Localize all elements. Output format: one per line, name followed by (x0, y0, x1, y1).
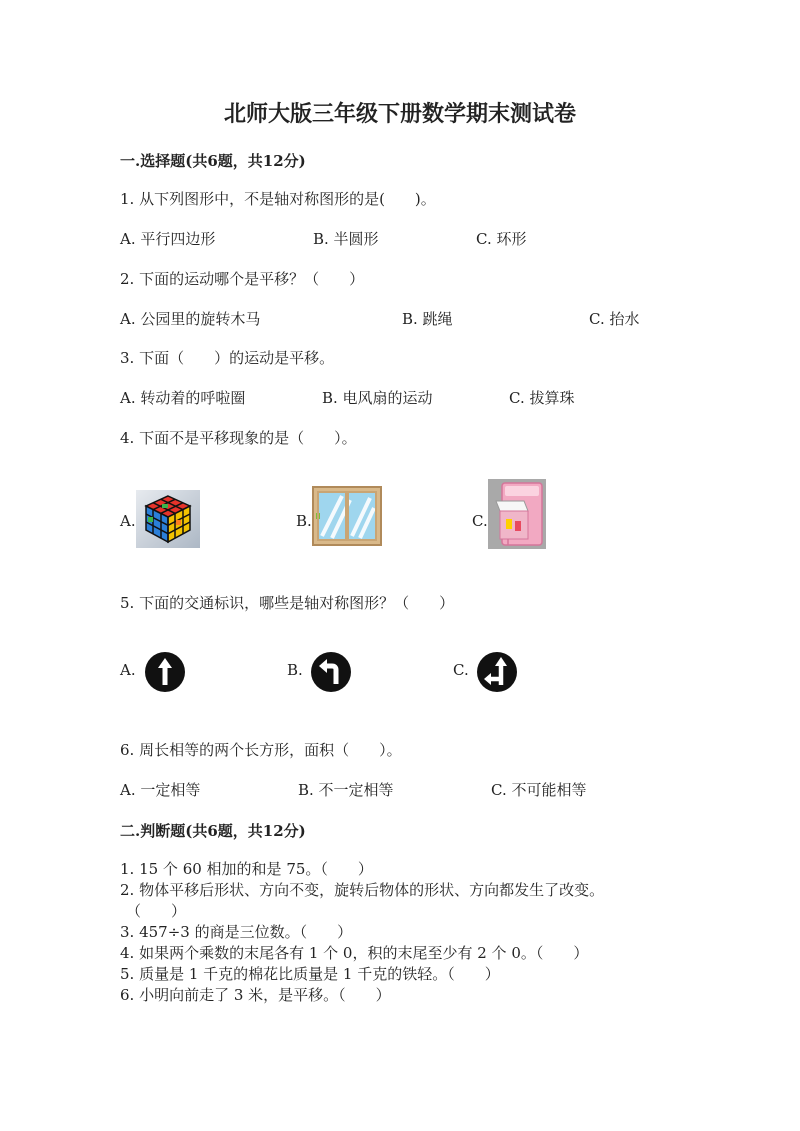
straight-or-left-sign-icon (476, 651, 518, 693)
question-3-option-c: C. 拔算珠 (509, 389, 575, 407)
question-1-option-c: C. 环形 (476, 230, 527, 248)
question-4-option-a: A. (120, 512, 136, 530)
question-6: 6. 周长相等的两个长方形，面积（ ）。 (120, 741, 402, 759)
judgement-item-6: 6. 小明向前走了 3 米，是平移。（ ） (120, 986, 391, 1004)
question-3-option-a: A. 转动着的呼啦圈 (120, 389, 246, 407)
straight-arrow-sign-icon (144, 651, 186, 693)
question-3: 3. 下面（ ）的运动是平移。 (120, 349, 335, 367)
question-1: 1. 从下列图形中，不是轴对称图形的是( )。 (120, 190, 436, 208)
question-4-option-c: C. (472, 512, 488, 530)
judgement-item-1: 1. 15 个 60 相加的和是 75。（ ） (120, 860, 373, 878)
judgement-item-5: 5. 质量是 1 千克的棉花比质量是 1 千克的铁轻。（ ） (120, 965, 500, 983)
question-5: 5. 下面的交通标识，哪些是轴对称图形？（ ） (120, 594, 455, 612)
question-4-option-b: B. (296, 512, 312, 530)
question-6-option-a: A. 一定相等 (120, 781, 201, 799)
judgement-item-2-blank: （ ） (126, 902, 187, 920)
section-heading-choice: 一.选择题(共6题，共12分) (120, 152, 306, 170)
question-6-option-c: C. 不可能相等 (491, 781, 587, 799)
judgement-item-2: 2. 物体平移后形状、方向不变，旋转后物体的形状、方向都发生了改变。 (120, 881, 605, 899)
question-1-option-b: B. 半圆形 (313, 230, 379, 248)
page-title: 北师大版三年级下册数学期末测试卷 (223, 101, 576, 127)
judgement-item-4: 4. 如果两个乘数的末尾各有 1 个 0，积的末尾至少有 2 个 0。（ ） (120, 944, 589, 962)
sliding-window-image (312, 486, 382, 546)
question-4: 4. 下面不是平移现象的是（ ）。 (120, 429, 357, 447)
drawer-cabinet-image (488, 479, 546, 549)
question-5-option-b: B. (287, 661, 303, 679)
question-5-option-a: A. (120, 661, 136, 679)
question-3-option-b: B. 电风扇的运动 (322, 389, 433, 407)
rubik-cube-image (136, 490, 200, 548)
question-2: 2. 下面的运动哪个是平移？（ ） (120, 270, 365, 288)
question-5-option-c: C. (453, 661, 469, 679)
question-2-option-b: B. 跳绳 (402, 310, 453, 328)
question-2-option-c: C. 抬水 (589, 310, 640, 328)
judgement-item-3: 3. 457÷3 的商是三位数。（ ） (120, 923, 353, 941)
left-turn-sign-icon (310, 651, 352, 693)
question-2-option-a: A. 公园里的旋转木马 (120, 310, 261, 328)
question-1-option-a: A. 平行四边形 (120, 230, 216, 248)
question-6-option-b: B. 不一定相等 (298, 781, 394, 799)
section-heading-judgement: 二.判断题(共6题，共12分) (120, 822, 306, 840)
